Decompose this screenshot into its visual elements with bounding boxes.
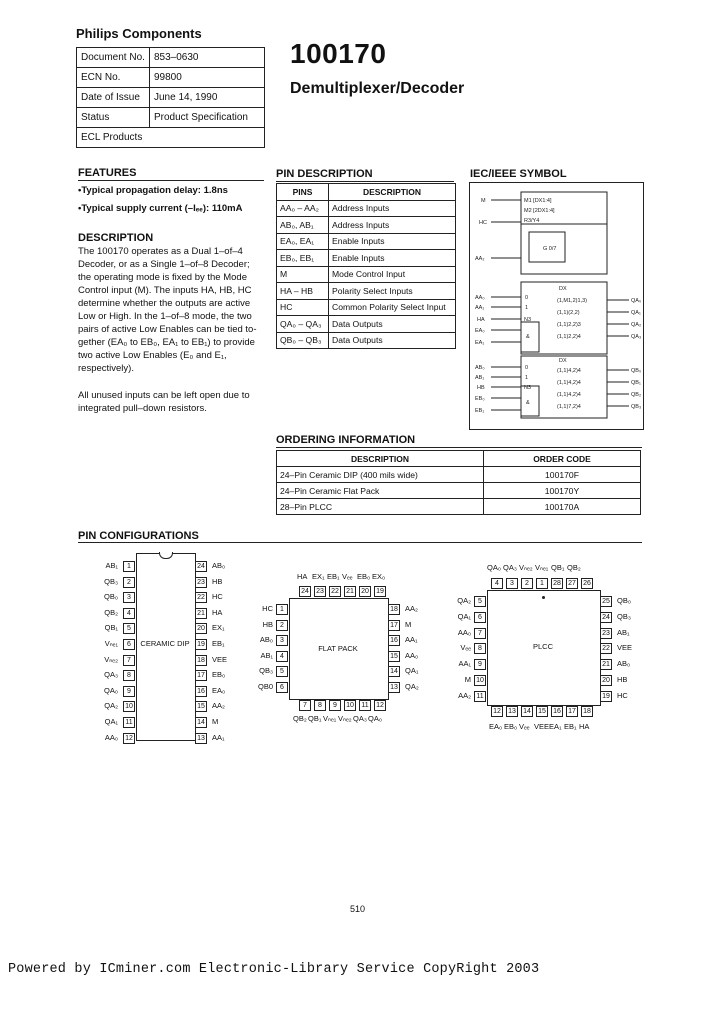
pin-number: 18 [581,706,593,717]
description-line: pairs of active Low Enables can be tied to- [78,324,257,335]
iec-dx-label: DX [559,358,567,364]
pin-table-header [277,184,456,201]
pin-number: 2 [276,620,288,631]
description-line: The 100170 operates as a Dual 1–of–4 [78,246,243,257]
pin-number: 11 [474,691,486,702]
order-code: 100170Y [484,483,641,499]
pin-number: 16 [195,686,207,697]
iec-func-label: M1 [DX1:4] [524,198,552,204]
pin-description-heading: PIN DESCRIPTION [276,168,373,180]
pin-label: EB₀ [504,722,518,731]
pin-number: 3 [506,578,518,589]
pin-label: Vₙₑ₂ [338,714,352,723]
heading-rule [78,542,642,543]
pin-label: QA₁ [104,717,118,726]
iec-input-label: AA₀ [475,295,485,301]
iec-pin-label: 0 [525,365,529,371]
part-number: 100170 [290,38,387,69]
pin-label: HC [212,592,223,602]
pin-cell: M [277,266,329,283]
pin-cell: QA₀ – QA₃ [277,316,329,333]
feature-item: •Typical propagation delay: 1.8ns [78,185,228,196]
pin-number: 22 [329,586,341,597]
pin-label: VEE [617,643,633,653]
pin-number: 10 [474,675,486,686]
ordering-heading: ORDERING INFORMATION [276,434,416,446]
pin-number: 9 [329,700,341,711]
iec-pin-label: & [526,400,530,406]
iec-func-label: (1,M1,2)1,3) [557,298,587,304]
pin-number: 2 [521,578,533,589]
table-row [277,316,456,333]
pin-number: 19 [195,639,207,650]
pin-label: HC [262,604,273,613]
order-desc: 28–Pin PLCC [277,499,484,515]
pin-number: 13 [388,682,400,693]
pin-label: AB₁ [260,650,273,660]
table-row [277,499,641,515]
plcc-index-dot [542,596,545,599]
desc-cell: Enable Inputs [329,233,456,250]
iec-func-label: (1,1)4,2)4 [557,380,581,386]
doc-label: ECN No. [77,68,150,88]
iec-input-label: HB [477,385,485,391]
table-row [277,217,456,234]
pin-number: 7 [299,700,311,711]
pin-label: HB [617,675,628,684]
pin-number: 23 [195,577,207,588]
ordering-code-header: ORDER CODE [484,451,641,467]
pin-label: QA₂ [104,701,118,711]
ordering-table [276,450,641,515]
pin-number: 4 [276,651,288,662]
pin-label: QB₂ [104,607,118,617]
pin-label: HA [297,572,308,581]
doc-label: Status [77,108,150,128]
pin-label: AA₀ [405,650,419,660]
description-line: Control input (M). The inputs HA, HB, HC [78,285,252,296]
doc-row [77,128,265,148]
iec-output-label: QB₀ [631,368,642,374]
pin-label: QA₂ [457,596,471,605]
doc-row [77,108,265,128]
iec-input-label: HA [477,317,485,323]
pin-number: 7 [123,655,135,666]
pin-number: 16 [388,635,400,646]
iec-input-label: M [481,198,486,204]
plcc-label: PLCC [532,642,553,651]
pin-label: EB₀ [357,572,371,581]
iec-pin-label: 0 [525,295,529,301]
pin-number: 1 [536,578,548,589]
table-row [277,332,456,349]
order-code: 100170F [484,467,641,483]
pin-label: AB₀ [617,659,631,669]
pin-number: 17 [195,670,207,681]
iec-output-label: QA₁ [631,310,641,316]
pin-label: QA₃ [503,563,517,572]
pin-label: AA₁ [405,635,418,644]
pin-label: Vₙₑ₁ [323,714,337,723]
iec-dx-label: DX [559,286,567,292]
ordering-desc-header: DESCRIPTION [277,451,484,467]
iec-func-label: (1,1)4,2)4 [557,392,581,398]
description-line: two active Low Enables (E₀ and E₁, [78,350,227,361]
pin-label: Vₙₑ₂ [519,563,533,572]
pin-number: 14 [521,706,533,717]
pin-label: QA₂ [405,681,419,691]
pin-number: 3 [123,592,135,603]
pin-cell: HA – HB [277,283,329,300]
pin-label: Vₑₑ [342,572,353,581]
pin-number: 15 [536,706,548,717]
pin-number: 23 [314,586,326,597]
flatpack-label: FLAT PACK [318,644,358,653]
pin-number: 9 [474,659,486,670]
pin-label: AA₀ [104,732,118,742]
pin-number: 6 [276,682,288,693]
pin-number: 21 [195,608,207,619]
table-row [277,283,456,300]
iec-input-label: EA₁ [475,340,485,346]
pin-label: QB₁ [104,623,118,633]
doc-value: 99800 [150,68,265,88]
doc-value: Product Specification [150,108,265,128]
footer-copyright: Powered by ICminer.com Electronic-Library Service CopyRight 2003 [8,962,540,977]
pin-label: M [212,717,219,726]
pin-number: 5 [474,596,486,607]
pin-label: AB₀ [212,561,226,570]
iec-g-label: G 0/7 [543,246,557,252]
pin-number: 14 [195,717,207,728]
part-title: Demultiplexer/Decoder [290,80,465,97]
iec-block-a [521,282,607,354]
pin-label: QB₁ [308,714,322,723]
page-number: 510 [350,904,366,914]
pin-number: 4 [123,608,135,619]
heading-rule [276,447,642,448]
iec-input-label: AA₂ [475,256,485,262]
iec-func-label: (1,1)7,2)4 [557,404,581,410]
iec-func-label: R3/Y4 [524,218,540,224]
heading-rule [78,180,264,181]
iec-symbol-diagram [469,182,644,430]
iec-input-label: EB₁ [475,408,485,414]
pin-number: 19 [374,586,386,597]
pin-label: QA₃ [104,670,118,680]
pin-label: AA₁ [458,659,471,669]
pin-number: 3 [276,635,288,646]
pin-label: EA₀ [489,722,503,731]
pin-number: 28 [551,578,563,589]
pin-number: 17 [566,706,578,717]
pin-label: Vₑₑ [519,722,530,731]
pin-cell: EA₀, EA₁ [277,233,329,250]
desc-cell: Data Outputs [329,316,456,333]
desc-cell: Enable Inputs [329,250,456,267]
pin-number: 20 [600,675,612,686]
description-heading: DESCRIPTION [78,232,154,244]
pin-number: 13 [506,706,518,717]
pin-label: Vₙₑ₁ [535,563,549,572]
pin-label: AB₁ [617,627,630,637]
iec-pin-label: & [526,334,530,340]
pin-label: QB₂ [567,563,581,572]
pin-label: HA [212,607,223,617]
pin-number: 6 [474,612,486,623]
pin-label: QA₀ [487,563,501,572]
pin-label: AA₁ [212,732,225,742]
iec-pin-label: N3 [524,317,532,323]
pin-number: 19 [600,691,612,702]
pin-number: 2 [123,577,135,588]
pin-number: 5 [276,666,288,677]
pin-configurations-heading: PIN CONFIGURATIONS [78,530,199,542]
pin-label: QB₁ [551,563,565,572]
pin-cell: HC [277,299,329,316]
pin-label: EX₀ [372,572,386,581]
desc-cell: Data Outputs [329,332,456,349]
pin-label: QB₀ [617,596,631,605]
pin-label: Vₙₑ₂ [104,654,118,664]
description-note-line: All unused inputs can be left open due to [78,390,250,401]
pin-number: 20 [195,623,207,634]
feature-item: •Typical supply current (–Iₑₑ): 110mA [78,203,243,214]
pin-label: QB₃ [104,576,118,586]
pin-number: 10 [344,700,356,711]
pin-number: 12 [123,733,135,744]
desc-cell: Common Polarity Select Input [329,299,456,316]
pin-number: 14 [388,666,400,677]
iec-output-label: QA₀ [631,298,642,304]
iec-func-label: (1,1)2,2)4 [557,334,581,340]
pin-number: 18 [388,604,400,615]
company-name: Philips Components [76,26,202,41]
pin-label: M [464,675,471,684]
iec-output-label: QB₃ [631,404,642,410]
pin-number: 12 [491,706,503,717]
pin-number: 23 [600,628,612,639]
iec-func-label: M2 [2DX1:4] [524,208,555,214]
pin-cell: EB₀, EB₁ [277,250,329,267]
pin-label: EA₁ [549,722,562,731]
iec-output-label: QB₂ [631,392,642,398]
pin-number: 20 [359,586,371,597]
doc-row [77,88,265,108]
pin-number: 15 [388,651,400,662]
doc-label: Document No. [77,48,150,68]
iec-pin-label: N3 [524,385,532,391]
pin-label: QB0 [257,681,273,691]
description-line: gether (EA₀ to EB₀, EA₁ to EB₁) to provide [78,337,255,348]
pin-label: HB [212,576,223,586]
pin-description-table [276,183,456,349]
table-row [277,250,456,267]
pin-label: VEE [212,654,228,664]
table-row [277,483,641,499]
desc-cell: Address Inputs [329,200,456,217]
desc-cell: Address Inputs [329,217,456,234]
pin-number: 6 [123,639,135,650]
table-row [277,299,456,316]
pin-number: 21 [344,586,356,597]
doc-value: June 14, 1990 [150,88,265,108]
document-info-table [76,47,265,148]
pin-label: AB₁ [105,561,118,570]
pin-number: 1 [276,604,288,615]
heading-rule [276,181,454,182]
pin-number: 11 [123,717,135,728]
iec-pin-label: 1 [525,305,529,311]
pin-cell: AA₀ – AA₂ [277,200,329,217]
pin-label: AB₀ [259,635,273,644]
iec-input-label: AB₁ [475,375,485,381]
iec-func-label: (1,1)(2,2) [557,310,580,316]
desc-cell: Polarity Select Inputs [329,283,456,300]
pin-cell: QB₀ – QB₃ [277,332,329,349]
description-note-line: integrated pull–down resistors. [78,403,207,414]
pin-number: 13 [195,733,207,744]
pin-label: QA₀ [368,714,382,723]
pin-number: 18 [195,655,207,666]
pin-label: QA₀ [104,685,118,695]
pin-label: EB₁ [564,722,577,731]
pin-number: 15 [195,701,207,712]
iec-func-label: (1,1)2,2)3 [557,322,581,328]
pin-number: 7 [474,628,486,639]
doc-label: Date of Issue [77,88,150,108]
iec-input-label: AA₁ [475,305,485,311]
pin-number: 9 [123,686,135,697]
pin-label: HC [617,690,628,700]
pin-number: 12 [374,700,386,711]
pin-label: QB₂ [293,714,307,723]
pin-label: QB₃ [617,611,631,621]
pin-number: 17 [388,620,400,631]
iec-input-label: HC [479,220,487,226]
iec-symbol-heading: IEC/IEEE SYMBOL [470,168,567,180]
description-line: Low or High. In the 1–of–8 mode, the two [78,311,252,322]
pin-number: 22 [195,592,207,603]
pin-label: EA₀ [212,685,226,695]
pin-number: 8 [314,700,326,711]
table-row [277,266,456,283]
table-row [277,233,456,250]
ordering-header-row [277,451,641,467]
desc-cell: Mode Control Input [329,266,456,283]
iec-pin-label: 1 [525,375,529,381]
pin-label: QA₁ [405,666,419,675]
order-desc: 24–Pin Ceramic DIP (400 mils wide) [277,467,484,483]
iec-input-label: EB₀ [475,396,485,402]
pin-number: 21 [600,659,612,670]
pin-label: HB [262,619,273,629]
pin-number: 27 [566,578,578,589]
pin-label: HA [579,722,590,731]
pin-number: 8 [474,643,486,654]
pin-label: EX₁ [212,623,225,633]
pin-label: AA₂ [212,701,225,711]
iec-output-label: QA₂ [631,322,642,328]
table-row [277,467,641,483]
features-heading: FEATURES [78,167,137,179]
description-line: the operating mode is fixed by the Mode [78,272,247,283]
doc-row [77,68,265,88]
doc-value: 853–0630 [150,48,265,68]
pin-label: QA₁ [457,611,471,621]
pin-label: AA₂ [405,604,418,613]
pin-number: 16 [551,706,563,717]
pin-label: QB₃ [259,666,273,675]
iec-func-label: (1,1)4,2)4 [557,368,581,374]
table-row [277,200,456,217]
pin-label: M [405,619,412,629]
pin-label: EB₀ [212,670,226,680]
description-line: respectively). [78,363,134,374]
pin-label: AA₂ [458,690,471,700]
pin-number: 10 [123,701,135,712]
pins-header: PINS [277,184,329,201]
iec-output-label: QB₁ [631,380,641,386]
pin-label: QA₃ [353,714,367,723]
pin-number: 26 [581,578,593,589]
pin-number: 5 [123,623,135,634]
pin-cell: AB₀, AB₁ [277,217,329,234]
pin-number: 22 [600,643,612,654]
pin-label: EX₁ [312,572,325,581]
description-line: determine whether the outputs are active [78,298,251,309]
pin-number: 25 [600,596,612,607]
description-line: Decoder, or as a Single 1–of–8 Decoder; [78,259,250,270]
product-line: ECL Products [77,128,265,148]
doc-row [77,48,265,68]
pin-label: AA₀ [457,627,471,637]
pin-label: VEE [534,722,550,731]
pin-number: 11 [359,700,371,711]
order-desc: 24–Pin Ceramic Flat Pack [277,483,484,499]
description-header: DESCRIPTION [329,184,456,201]
pin-label: Vₑₑ [460,643,471,653]
pin-label: EB₁ [212,639,225,648]
pin-number: 24 [195,561,207,572]
pin-number: 4 [491,578,503,589]
pin-number: 24 [299,586,311,597]
pin-number: 1 [123,561,135,572]
iec-output-label: QA₃ [631,334,642,340]
pin-number: 24 [600,612,612,623]
pin-label: EB₁ [327,572,340,581]
iec-input-label: AB₀ [475,365,485,371]
pin-label: QB₀ [104,592,118,602]
order-code: 100170A [484,499,641,515]
pin-number: 8 [123,670,135,681]
pin-label: Vₙₑ₁ [104,639,118,648]
iec-input-label: EA₀ [475,328,485,334]
dip-label: CERAMIC DIP [140,639,190,648]
